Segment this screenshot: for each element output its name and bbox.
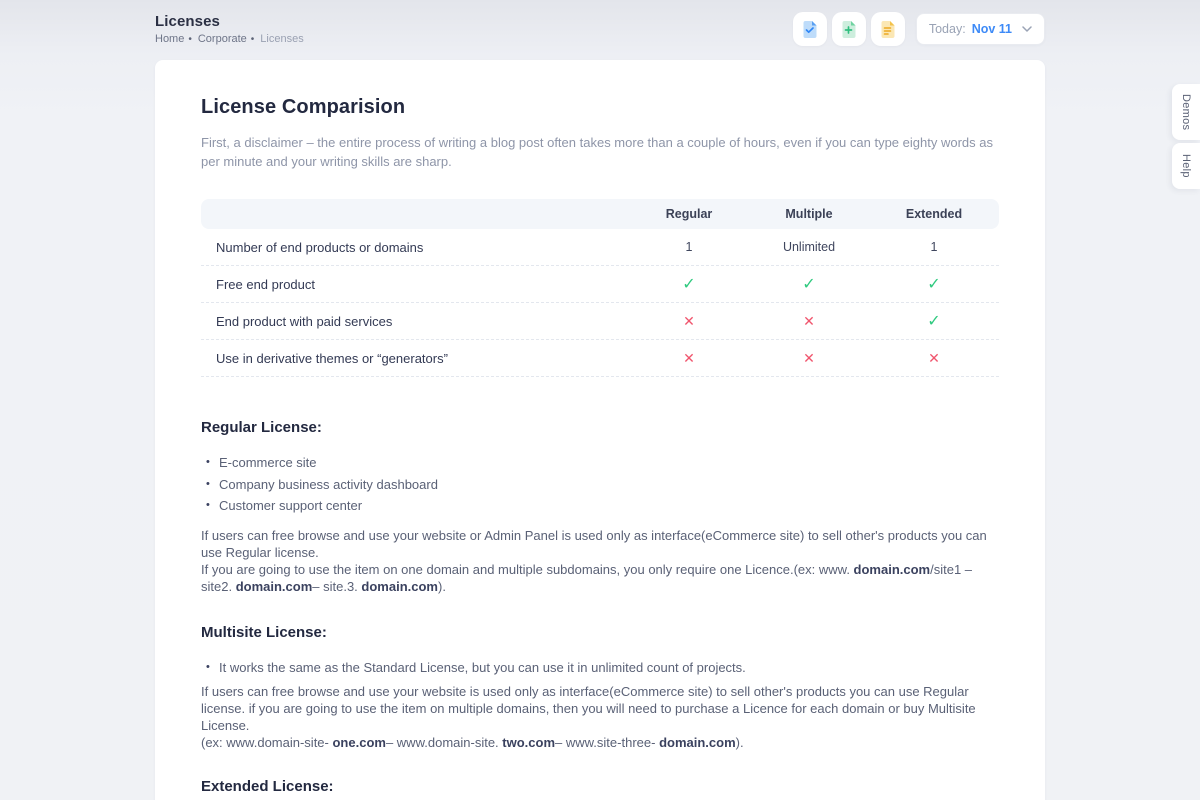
content-card (155, 60, 1045, 800)
row-label: End product with paid services (216, 313, 393, 329)
topbar-actions (793, 12, 1045, 46)
regular-license-heading: Regular License: (201, 419, 322, 436)
cell-multiple: Unlimited (782, 240, 836, 254)
check-icon: ✓ (802, 276, 816, 293)
date-picker-prefix: Today: (928, 22, 966, 36)
row-label: Number of end products or domains (216, 239, 424, 255)
list-item: • Customer support center (201, 495, 999, 517)
breadcrumb-item-corporate[interactable]: Corporate (197, 33, 247, 45)
breadcrumb-item-home[interactable]: Home (155, 33, 185, 45)
page-heading: License Comparision (201, 96, 406, 118)
demos-tab[interactable] (1172, 84, 1200, 140)
file-check-icon (801, 20, 818, 39)
multisite-license-heading: Multisite License: (201, 623, 327, 641)
topbar (155, 0, 1045, 58)
chevron-down-icon (1022, 26, 1032, 32)
check-icon: ✓ (682, 276, 696, 293)
cross-icon: ✕ (928, 349, 940, 366)
cross-icon: ✕ (803, 349, 815, 366)
topbar-title-block (155, 13, 304, 45)
list-item: • It works the same as the Standard License, but you can use it in unlimited count of projects. (201, 657, 999, 679)
row-label: Free end product (216, 276, 316, 292)
regular-license-paragraph: If users can free browse and use your website or Admin Panel is used only as interface(eCommerce site) to sell other's products you can use Regular license. If you are going to use the item on one domain and multiple subdomains, you only require one Licence.(ex: www. domain.com/site1 – site2. domain.com– site.3. domain.com). (201, 527, 987, 594)
breadcrumb-separator: • (250, 33, 255, 45)
list-item: • E-commerce site (201, 452, 999, 474)
file-plus-icon (840, 20, 857, 39)
table-row (201, 340, 999, 377)
regular-license-section (201, 419, 999, 595)
table-row (201, 303, 999, 340)
help-tab-label: Help (1180, 154, 1192, 178)
page-title: Licenses (155, 13, 221, 30)
check-icon: ✓ (927, 313, 941, 330)
check-icon: ✓ (927, 276, 941, 293)
date-picker-value: Nov 11 (971, 22, 1012, 36)
multisite-license-section (201, 624, 999, 752)
column-header-multiple: Multiple (785, 207, 833, 221)
column-header-extended: Extended (905, 207, 963, 221)
file-text-button[interactable] (871, 12, 905, 46)
disclaimer-text: First, a disclaimer – the entire process of writing a blog post often takes more than a couple of hours, even if you can type eighty words as per minute and your writing skills are sharp. (201, 135, 993, 169)
cross-icon: ✕ (683, 349, 695, 366)
extended-license-section (201, 778, 999, 795)
breadcrumb-item-licenses: Licenses (260, 33, 304, 45)
column-header-regular: Regular (665, 207, 713, 221)
multisite-license-paragraph: If users can free browse and use your website is used only as interface(eCommerce site) to sell other's products you can use Regular license. if you are going to use the item on multiple domains, then you will need to purchase a Licence for each domain or buy Multisite License. (ex: www.domain-site- one.com– www.domain-site. two.com– www.site-three- domain.com). (201, 684, 976, 750)
regular-license-list (201, 452, 999, 517)
file-plus-button[interactable] (832, 12, 866, 46)
table-row (201, 229, 999, 266)
table-header-row (201, 199, 999, 229)
cell-regular: 1 (685, 240, 693, 254)
demos-tab-label: Demos (1180, 93, 1192, 131)
file-check-button[interactable] (793, 12, 827, 46)
breadcrumb-separator: • (188, 33, 192, 45)
multisite-license-list (201, 657, 999, 679)
row-label: Use in derivative themes or “generators” (216, 350, 448, 366)
date-picker[interactable] (916, 13, 1045, 45)
cross-icon: ✕ (803, 312, 815, 329)
cross-icon: ✕ (683, 312, 695, 329)
file-text-icon (879, 20, 896, 39)
cell-extended: 1 (930, 240, 938, 254)
help-tab[interactable] (1172, 143, 1200, 189)
extended-license-heading: Extended License: (201, 778, 334, 795)
breadcrumb (155, 33, 304, 45)
license-comparison-table (201, 199, 999, 377)
list-item: • Company business activity dashboard (201, 474, 999, 496)
table-row (201, 266, 999, 303)
